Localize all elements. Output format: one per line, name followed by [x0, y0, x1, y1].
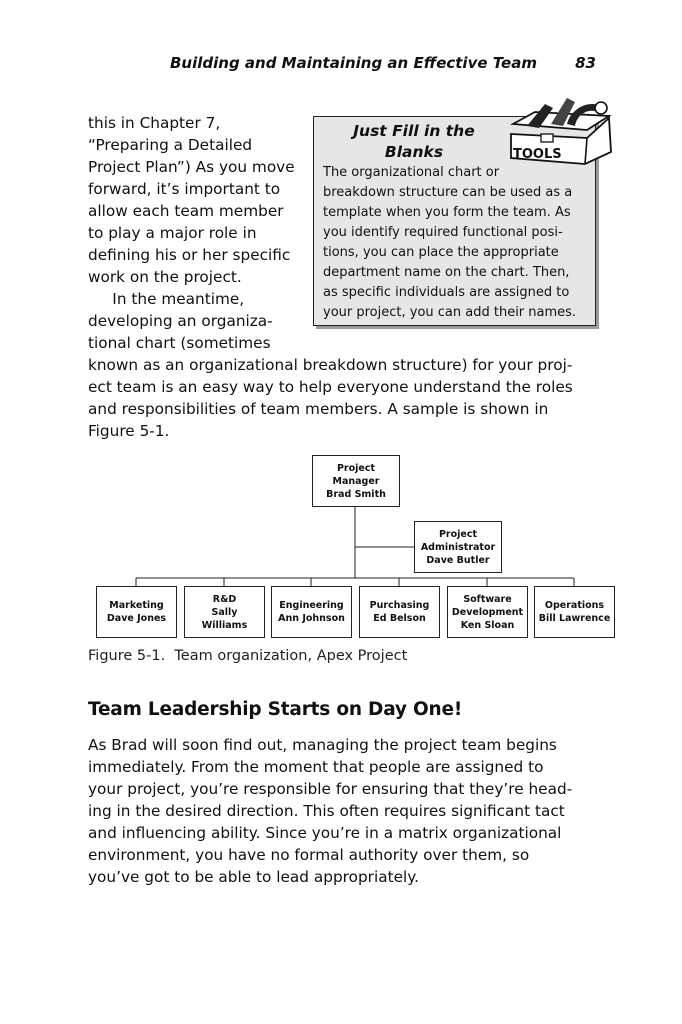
org-box-line: Operations: [544, 600, 605, 611]
body-line: immediately. From the moment that people are assigned to: [88, 758, 544, 776]
org-box-software-development: [447, 586, 528, 638]
sidebar-line: template when you form the team. As: [323, 205, 571, 220]
body-line: you’ve got to be able to lead appropriately.: [88, 868, 419, 886]
sidebar-line: tions, you can place the appropriate: [323, 245, 559, 260]
org-box-line: Dave Jones: [106, 613, 167, 624]
body-line: As Brad will soon find out, managing the project team begins: [88, 736, 557, 754]
body-line: and influencing ability. Since you’re in a matrix organizational: [88, 824, 562, 842]
body-line: forward, it’s important to: [88, 180, 281, 198]
org-box-line: Marketing: [109, 600, 164, 611]
sidebar-line: department name on the chart. Then,: [323, 265, 570, 280]
org-box-operations: [534, 586, 615, 638]
org-box-line: Software: [463, 593, 512, 605]
sidebar-line: you identify required functional posi-: [323, 225, 563, 240]
org-box-marketing: [96, 586, 177, 638]
body-line: developing an organiza-: [88, 312, 273, 330]
toolbox-label: TOOLS: [513, 147, 562, 162]
body-line: work on the project.: [88, 268, 242, 286]
org-box-line: Purchasing: [369, 600, 430, 611]
org-box-project-administrator: [414, 521, 502, 573]
org-box-line: Project: [336, 462, 376, 474]
org-box-engineering: [271, 586, 352, 638]
body-line: defining his or her specific: [88, 246, 291, 264]
body-line: environment, you have no formal authority over them, so: [88, 846, 530, 864]
figure-caption: Figure 5-1. Team organization, Apex Project: [88, 648, 408, 664]
org-box-line: Administrator: [420, 541, 496, 553]
body-line: allow each team member: [88, 202, 284, 220]
org-box-purchasing: [359, 586, 440, 638]
org-box-rnd: [184, 586, 265, 638]
sidebar-line: breakdown structure can be used as a: [323, 185, 573, 200]
body-line: ect team is an easy way to help everyone understand the roles: [88, 378, 573, 396]
body-line: In the meantime,: [88, 290, 245, 308]
body-line: tional chart (sometimes: [88, 334, 271, 352]
org-box-line: Sally: [211, 606, 238, 618]
org-box-project-manager: [312, 455, 400, 507]
org-box-line: Ken Sloan: [460, 619, 515, 631]
body-line: “Preparing a Detailed: [88, 136, 253, 154]
org-box-line: Ed Belson: [373, 613, 426, 624]
page-number: 83: [575, 54, 596, 72]
sidebar-line: your project, you can add their names.: [323, 305, 577, 320]
body-line: and responsibilities of team members. A sample is shown in: [88, 400, 549, 418]
org-box-line: R&D: [212, 593, 237, 605]
org-box-line: Manager: [332, 475, 380, 487]
org-box-line: Development: [451, 606, 524, 618]
org-box-line: Williams: [201, 619, 248, 631]
sidebar-line: as specific individuals are assigned to: [323, 285, 570, 300]
org-box-line: Engineering: [279, 600, 344, 611]
body-line: known as an organizational breakdown structure) for your proj-: [88, 356, 573, 374]
sidebar-line: The organizational chart or: [323, 165, 500, 180]
running-head-title: Building and Maintaining an Effective Team: [170, 54, 537, 72]
body-line: Figure 5-1.: [88, 422, 170, 440]
org-box-line: Dave Butler: [426, 554, 490, 566]
body-line: your project, you’re responsible for ensuring that they’re head-: [88, 780, 573, 798]
body-line: this in Chapter 7,: [88, 114, 221, 132]
body-line: Project Plan”) As you move: [88, 158, 295, 176]
body-line: ing in the desired direction. This often requires significant tact: [88, 802, 565, 820]
org-box-line: Project: [438, 528, 478, 540]
org-box-line: Ann Johnson: [278, 613, 345, 624]
body-line: to play a major role in: [88, 224, 257, 242]
sidebar-title-line: Blanks: [384, 143, 444, 161]
sidebar-title-line: Just Fill in the: [353, 122, 475, 140]
org-box-line: Brad Smith: [326, 488, 386, 500]
section-heading: Team Leadership Starts on Day One!: [88, 699, 463, 720]
org-box-line: Bill Lawrence: [538, 613, 611, 624]
